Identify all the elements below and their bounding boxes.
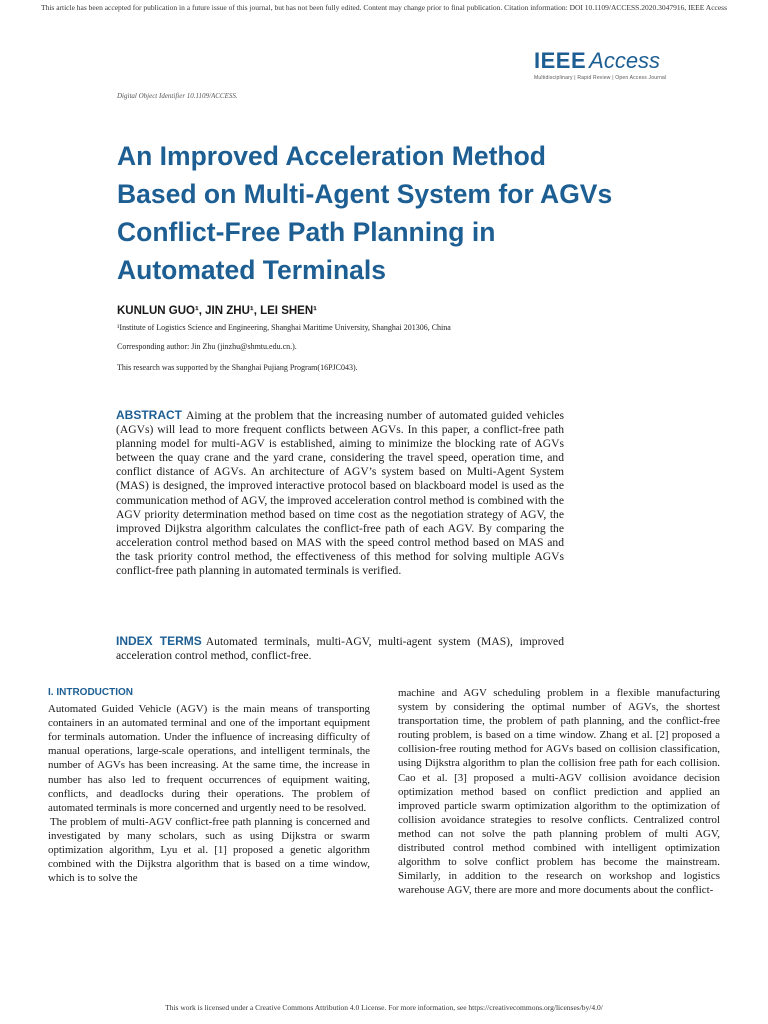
section-heading: I. INTRODUCTION (48, 687, 133, 698)
corresponding-author: Corresponding author: Jin Zhu (jinzhu@shmtu.edu.cn.). (117, 342, 297, 351)
body-paragraph: machine and AGV scheduling problem in a flexible manufacturing system by considering the optimal number of AGVs, the shortest transportation time, the problem of path planning, and the conflict-free routing problem, is based on a time window. Zhang et al. [2] proposed a collision-free routing method for AGVs based on collision classification, using Dijkstra algorithm to plan the collision free path for each collision. Cao et al. [3] proposed a multi-AGV collision avoidance decision optimization method based on conflict prediction and applied an improved particle swarm optimization algorithm to the optimization of collision avoidance strategies to resolve conflicts. Centralized control method can not solve the path planning problem of multi AGV, distributed control method combined with intelligent optimization algorithm to solve conflict problem has become the mainstream. Similarly, in addition to the research on workshop and logistics warehouse AGV, there are more and more documents about the conflict- (398, 687, 720, 897)
index-terms-text: Automated terminals, multi-AGV, multi-agent system (MAS), improved acceleration control method, conflict-free. (116, 635, 565, 663)
abstract-text: Aiming at the problem that the increasing number of automated guided vehicles (AGVs) will lead to more frequent conflicts between AGVs. In this paper, a conflict-free path planning model for multi-AGV is established, aiming to minimize the blocking rate of AGVs between the quay crane and the yard crane, considering the travel speed, operation time, and conflict distance of AGVs. An architecture of AGV’s system based on Multi-Agent System (MAS) is designed, the improved interactive protocol based on blackboard model is used as the communication method of AGV, the improved acceleration control method is combined with the AGV priority determination method based on time cost as the negotiation strategy of AGV, the improved Dijkstra algorithm calculates the conflict-free path of each AGV. By comparing the acceleration control method based on MAS with the speed control method based on MAS and the task priority control method, the effectiveness of this method for solving multiple AGVs conflict-free path planning in automated terminals is verified. (116, 409, 564, 578)
funding-note: This research was supported by the Shanghai Pujiang Program(16PJC043). (117, 363, 358, 372)
body-column-left (48, 686, 370, 885)
abstract (116, 408, 564, 578)
license-footer: This work is licensed under a Creative Commons Attribution 4.0 License. For more information, see https://creativecommons.org/licenses/by/4.0/ (165, 1003, 603, 1012)
affiliation: ¹Institute of Logistics Science and Engineering, Shanghai Maritime University, Shanghai 201306, China (117, 323, 451, 332)
abstract-label: ABSTRACT (116, 408, 182, 422)
author-list: KUNLUN GUO¹, JIN ZHU¹, LEI SHEN¹ (117, 305, 317, 317)
body-paragraph: The problem of multi-AGV conflict-free path planning is concerned and investigated by many scholars, such as using Dijkstra or swarm optimization algorithm, Lyu et al. [1] proposed a genetic algorithm combined with the Dijkstra algorithm that is based on a time window, which is to solve the (48, 815, 370, 885)
index-terms (116, 634, 564, 663)
title-line: Conflict-Free Path Planning in (117, 217, 496, 247)
title-line: An Improved Acceleration Method (117, 141, 546, 171)
title-line: Based on Multi-Agent System for AGVs (117, 179, 613, 209)
logo-ieee: IEEE (534, 48, 587, 73)
title-line: Automated Terminals (117, 255, 386, 285)
body-column-right (398, 686, 720, 897)
body-paragraph: Automated Guided Vehicle (AGV) is the main means of transporting containers in an automated terminal and one of the important equipment for terminals automation. Under the influence of increasing difficulty of manual operations, large-scale operations, and intelligent terminals, the number of AGVs has been increasing. At the same time, the increase in number has also led to frequent occurrences of equipment waiting, conflicts, and deadlocks during their operations. The problem of automated terminals is more concerned and urgently need to be resolved. (48, 703, 370, 814)
doi-label: Digital Object Identifier 10.1109/ACCESS. (117, 92, 238, 100)
logo-tagline: Multidisciplinary | Rapid Review | Open Access Journal (534, 75, 667, 81)
logo-access: Access (589, 48, 661, 73)
ieee-access-logo (534, 50, 734, 81)
index-terms-label: INDEX TERMS (116, 634, 202, 648)
paper-title (117, 137, 637, 289)
publication-notice: This article has been accepted for publication in a future issue of this journal, but has not been fully edited. Content may change prior to final publication. Citation information: DOI 10.1109/ACCESS.2020.3047916, IEEE Access (40, 3, 728, 12)
